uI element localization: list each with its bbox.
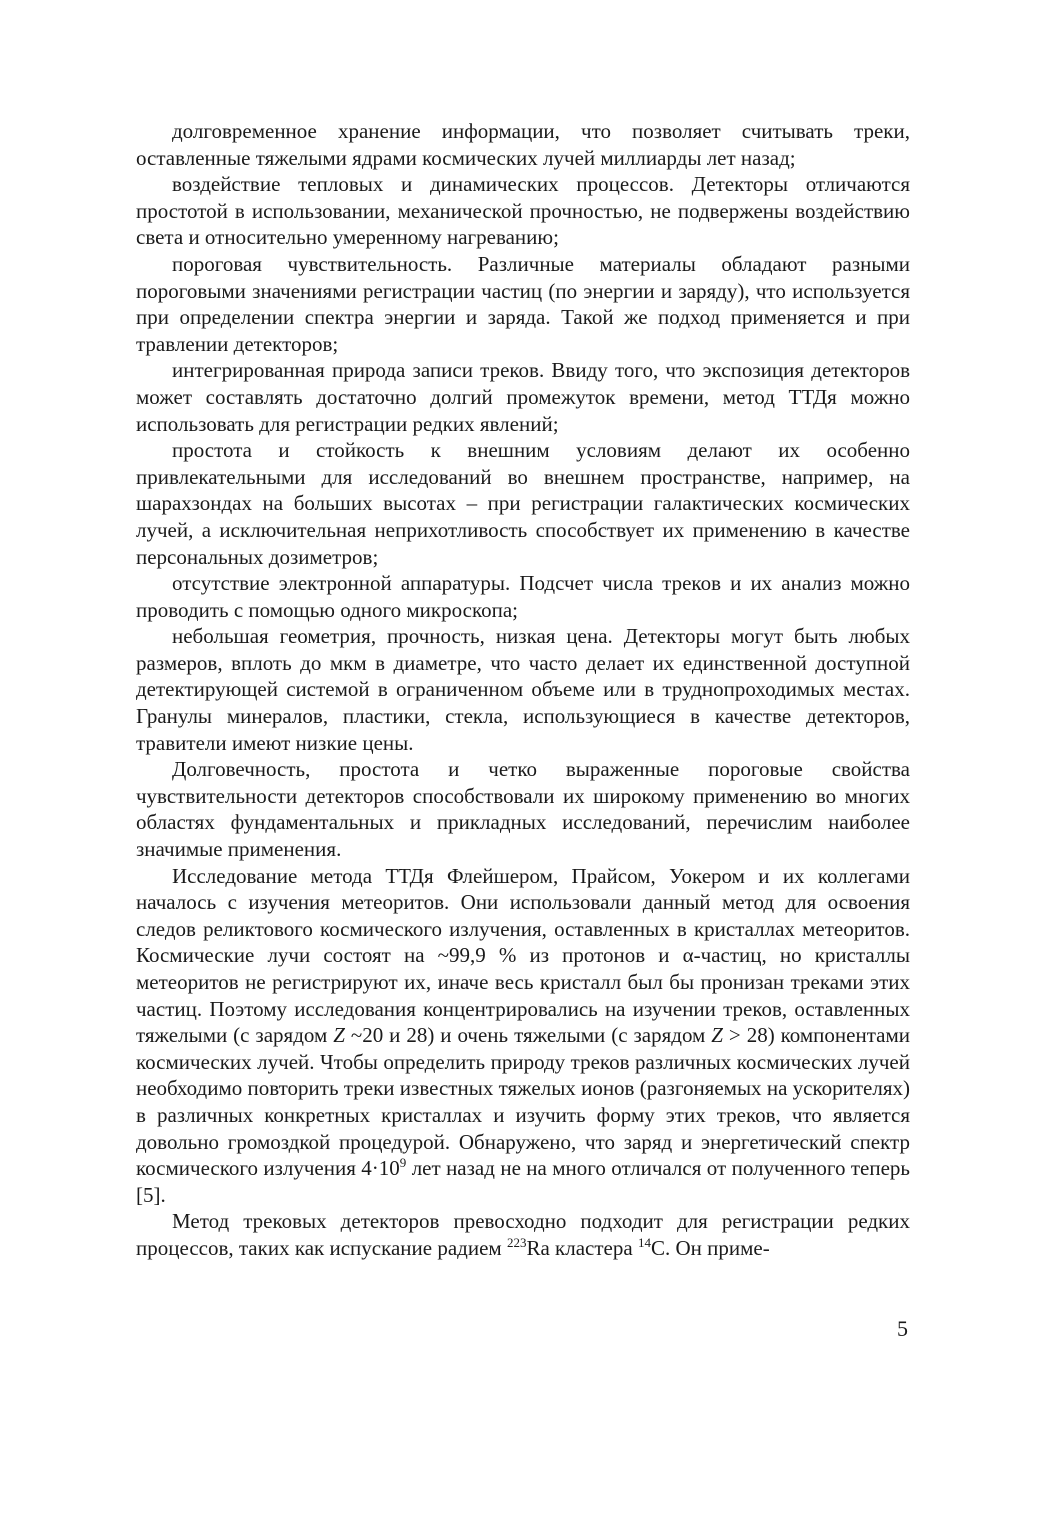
paragraph-9 [136,863,910,1209]
exponent: 9 [399,1155,407,1171]
paragraph-10-text-1: Метод трековых детекторов превосходно подходит для регистрации редких процессов, таких как испускание радием [136,1209,910,1260]
paragraph-9-text-4: лет назад не на много отличался от полученного теперь [5]. [136,1156,911,1207]
isotope-mass-number: 223 [506,1235,527,1251]
paragraph-8: Долговечность, простота и четко выраженные пороговые свойства чувствительности детекторов способствовали их широкому применению во многих областях фундаментальных и прикладных исследований, перечислим наиболее значимые применения. [136,757,910,862]
charge-symbol-z: Z [711,1023,723,1048]
isotope-mass-number: 14 [637,1235,651,1251]
paragraph-1: долговременное хранение информации, что позволяет считывать треки, оставленные тяжелыми ядрами космических лучей миллиарды лет назад; [136,119,910,170]
paragraph-9-text-2: ~20 и 28) и очень тяжелыми (с зарядом [344,1023,712,1048]
paragraph-6: отсутствие электронной аппаратуры. Подсчет числа треков и их анализ можно проводить с помощью одного микроскопа; [136,571,910,622]
paragraph-10-text-3: C. Он приме- [650,1235,770,1260]
paragraph-9-text-3: > 28) компонентами космических лучей. Чтобы определить природу треков различных космических лучей необходимо повторить треки известных тяжелых ионов (разгоняемых на ускорителях) в различных конкретных кристаллах и изучить форму этих треков, что является довольно громоздкой процедурой. Обнаружено, что заряд и энергетический спектр космического излучения 4·10 [136,1023,910,1181]
paragraph-10-text-2: Ra кластера [526,1235,638,1260]
paragraph-7: небольшая геометрия, прочность, низкая цена. Детекторы могут быть любых размеров, вплоть до мкм в диаметре, что часто делает их единственной доступной детектирующей системой в ограниченном объеме или в труднопроходимых местах. Гранулы минералов, пластики, стекла, использующиеся в качестве детекторов, травители имеют низкие цены. [136,624,910,755]
paragraph-5: простота и стойкость к внешним условиям делают их особенно привлекательными для исследований во внешнем пространстве, например, на шарахзондах на больших высотах – при регистрации галактических космических лучей, а исключительная неприхотливость способствует их применению в качестве персональных дозиметров; [136,438,910,569]
paragraph-9-text-1: Исследование метода ТТДя Флейшером, Прайсом, Уокером и их коллегами началось с изучения метеоритов. Они использовали данный метод для освоения следов реликтового космического излучения, оставленных в кристаллах метеоритов. Космические лучи состоят на ~99,9 % из протонов и α-частиц, но кристаллы метеоритов не регистрируют их, иначе весь кристалл был бы пронизан треками этих частиц. Поэтому исследования концентрировались на изучении треков, оставленных тяжелыми (с зарядом [136,863,910,1048]
page-number: 5 [897,1316,908,1341]
body-text [136,118,910,1262]
paragraph-10 [136,1208,910,1261]
paragraph-3: пороговая чувствительность. Различные материалы обладают разными пороговыми значениями регистрации частиц (по энергии и заряду), что используется при определении спектра энергии и заряда. Такой же подход применяется и при травлении детекторов; [136,251,910,356]
charge-symbol-z: Z [333,1023,345,1048]
paragraph-2: воздействие тепловых и динамических процессов. Детекторы отличаются простотой в использовании, механической прочностью, не подвержены воздействию света и относительно умеренному нагреванию; [136,172,910,250]
paragraph-4: интегрированная природа записи треков. Ввиду того, что экспозиция детекторов может составлять достаточно долгий промежуток времени, метод ТТДя можно использовать для регистрации редких явлений; [136,358,910,436]
